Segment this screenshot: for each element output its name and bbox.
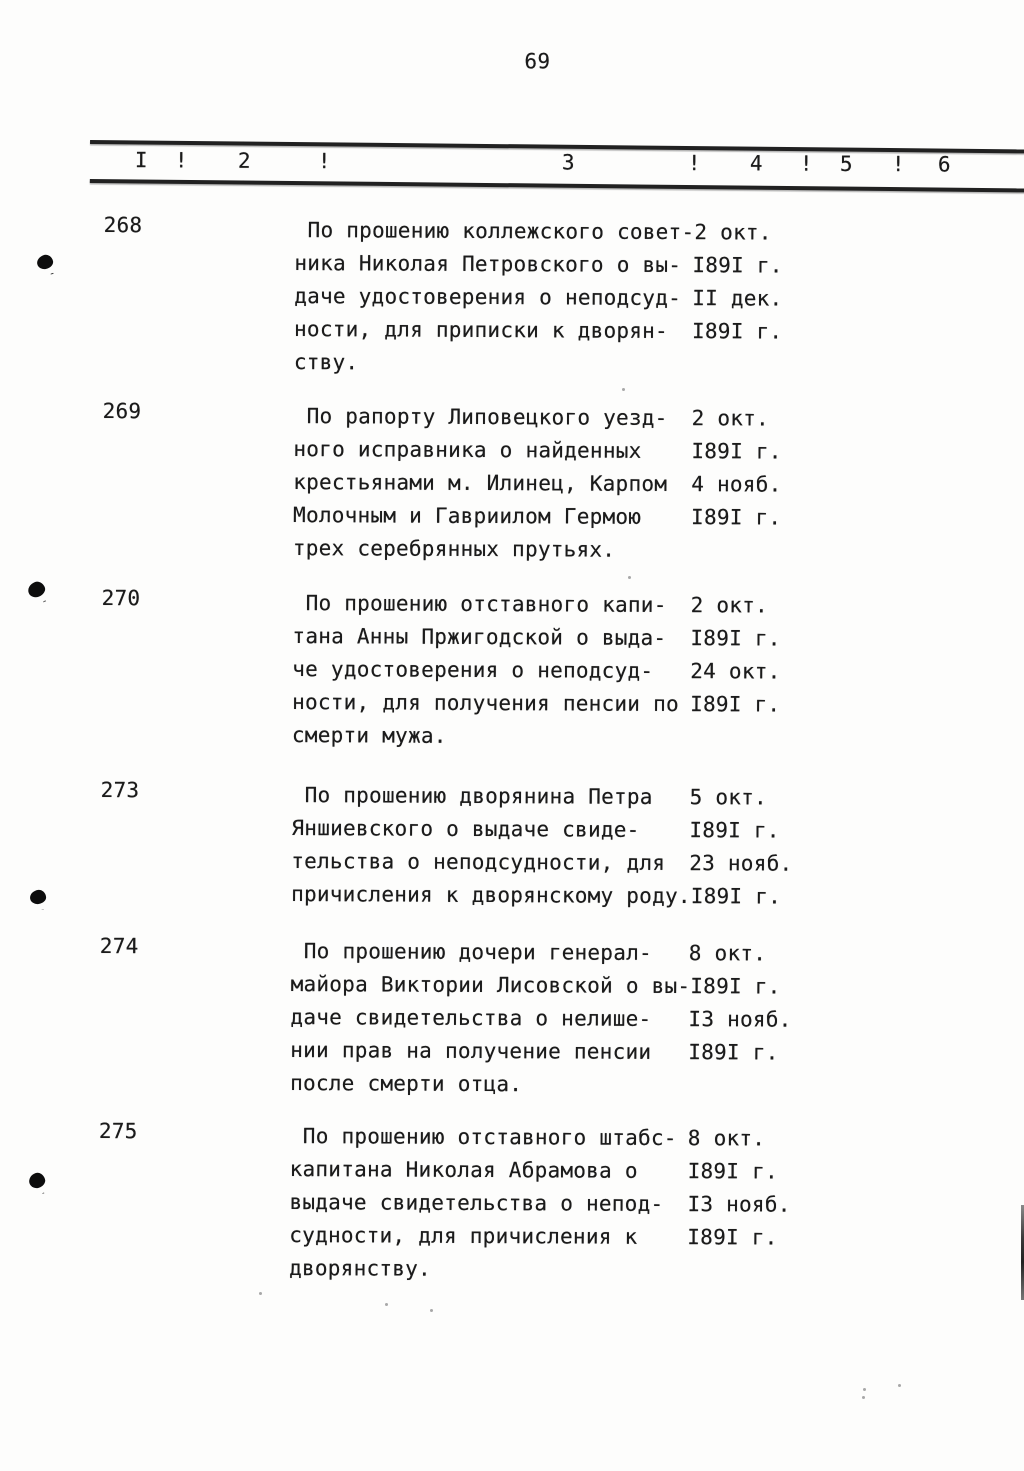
column-separator: !	[891, 152, 905, 177]
entry-line	[294, 313, 914, 349]
entry-date: 2 окт.	[690, 593, 769, 618]
entry-date: I89I г.	[689, 818, 780, 843]
entry-date: 8 окт.	[688, 941, 767, 966]
entry-date: I89I г.	[691, 439, 782, 464]
scan-speck	[863, 1388, 866, 1391]
entry-line	[292, 686, 912, 722]
table-row	[0, 777, 1021, 909]
column-separator: !	[174, 148, 188, 173]
entry-line	[293, 532, 913, 568]
entry-line	[294, 400, 914, 436]
entry-date: 4 нояб.	[691, 472, 782, 497]
table-header-rule-top	[90, 140, 1024, 153]
entry-line	[294, 280, 914, 316]
entry-date: I89I г.	[692, 253, 783, 278]
scan-speck	[430, 1309, 433, 1312]
entry-date: I3 нояб.	[688, 1007, 792, 1032]
entry-line	[293, 433, 913, 469]
column-label: 2	[237, 148, 251, 173]
entry-line	[294, 214, 914, 250]
scan-speck	[862, 1396, 865, 1399]
entry-line	[293, 499, 913, 535]
entry-line	[291, 845, 911, 881]
entry-description-line: По прошению дочери генерал-	[303, 939, 652, 965]
entry-description-line: По рапорту Липовецкого уезд-	[306, 404, 668, 430]
entry-date: I89I г.	[690, 626, 781, 651]
table-row	[0, 585, 1022, 748]
table-row	[0, 212, 1024, 375]
entry-description-line: смерти мужа.	[291, 723, 447, 748]
entry-description-line: после смерти отца.	[290, 1071, 523, 1097]
entry-date: I89I г.	[691, 319, 783, 344]
entry-description-line: тана Анны Пржигодской о выда-	[292, 624, 667, 650]
table-row	[0, 1118, 1019, 1281]
table-row	[0, 398, 1023, 562]
entry-description-line: По прошению дворянина Петра	[304, 783, 653, 809]
entry-description-line: Молочным и Гавриилом Гермою	[293, 503, 642, 529]
entry-line	[291, 878, 911, 914]
entry-description-line: По прошению отставного капи-	[305, 591, 667, 617]
entry-line	[292, 779, 912, 815]
entry-description-line: даче свидетельства о нелише-	[290, 1005, 652, 1031]
entry-date: I89I г.	[687, 1159, 778, 1184]
entry-description-line: майора Виктории Лисовской о вы-	[290, 972, 691, 999]
entry-line	[289, 1219, 909, 1255]
entry-line	[289, 1252, 909, 1288]
table-entries	[1, 0, 1024, 1281]
entry-date: I89I г.	[690, 692, 781, 717]
scan-speck	[259, 1292, 262, 1295]
entry-line	[291, 935, 911, 971]
entry-date: I89I г.	[690, 974, 781, 999]
entry-line	[290, 1120, 910, 1156]
scan-speck	[898, 1384, 901, 1387]
entry-text-block	[294, 214, 915, 382]
entry-date: 23 нояб.	[689, 851, 793, 876]
entry-date: I3 нояб.	[687, 1192, 791, 1217]
scan-speck	[622, 388, 625, 391]
entry-line	[293, 587, 913, 623]
entry-line	[290, 1153, 910, 1189]
entry-date: 2 окт.	[691, 406, 770, 431]
entry-date: I89I г.	[691, 505, 782, 530]
entry-description-line: крестьянами м. Илинец, Карпом	[293, 470, 668, 496]
scan-speck	[385, 1303, 388, 1306]
entry-description-line: дворянству.	[289, 1256, 432, 1281]
entry-date: 8 окт.	[687, 1126, 766, 1151]
entry-text-block	[293, 400, 914, 568]
entry-description-line: выдаче свидетельства о непод-	[289, 1190, 664, 1216]
entry-description-line: трех серебрянных прутьях.	[292, 536, 616, 562]
entry-number: 269	[102, 399, 142, 424]
entry-line	[291, 812, 911, 848]
entry-description-line: капитана Николая Абрамова о	[289, 1157, 638, 1183]
entry-description-line: ству.	[293, 350, 359, 375]
entry-line	[292, 719, 912, 755]
entry-date: 24 окт.	[690, 659, 781, 684]
entry-description-line: че удостоверения о неподсуд-	[292, 657, 654, 683]
entry-line	[292, 653, 912, 689]
entry-text-block	[289, 1120, 910, 1288]
column-label: I	[134, 148, 148, 173]
table-header-rule-bottom	[90, 179, 1024, 192]
entry-line	[291, 968, 911, 1004]
entry-date: I89I г.	[690, 884, 782, 909]
entry-description-line: даче удостоверения о неподсуд-	[294, 284, 682, 311]
entry-line	[294, 346, 914, 382]
column-label: 4	[749, 151, 763, 176]
entry-line	[289, 1186, 909, 1222]
entry-line	[290, 1001, 910, 1037]
entry-description-line: ности, для получения пенсии по	[292, 690, 679, 717]
entry-number: 268	[103, 213, 143, 238]
entry-line	[293, 466, 913, 502]
entry-number: 275	[98, 1119, 138, 1144]
table-row	[0, 933, 1020, 1097]
entry-text-block	[291, 779, 912, 914]
entry-description-line: ности, для приписки к дворян-	[294, 317, 669, 343]
column-label: 5	[839, 151, 853, 176]
entry-line	[290, 1067, 910, 1103]
entry-line	[294, 247, 914, 283]
page-number: 69	[524, 49, 551, 74]
entry-text-block	[292, 587, 913, 755]
entry-number: 274	[99, 934, 139, 959]
entry-date: 2 окт.	[694, 220, 772, 245]
entry-description-line: Яншиевского о выдаче свиде-	[291, 816, 640, 842]
column-label: 6	[937, 152, 951, 177]
entry-description-line: тельства о неподсудности, для	[291, 849, 666, 875]
column-separator: !	[687, 151, 701, 176]
entry-description-line: ника Николая Петровского о вы-	[294, 251, 682, 278]
column-label: 3	[561, 150, 575, 175]
entry-date: I89I г.	[688, 1040, 779, 1065]
entry-description-line: нии прав на получение пенсии	[290, 1038, 652, 1064]
entry-date: 5 окт.	[689, 785, 768, 810]
column-separator: !	[799, 151, 813, 176]
scan-speck	[628, 576, 631, 579]
entry-line	[292, 620, 912, 656]
entry-line	[290, 1034, 910, 1070]
entry-date: II дек.	[692, 286, 783, 311]
entry-number: 273	[100, 778, 140, 803]
entry-description-line: ного исправника о найденных	[293, 437, 642, 463]
entry-text-block	[290, 935, 911, 1103]
entry-description-line: причисления к дворянскому роду.	[291, 882, 691, 909]
entry-date: I89I г.	[687, 1225, 778, 1250]
entry-description-line: По прошению коллежского совет-	[307, 218, 695, 245]
entry-description-line: судности, для причисления к	[289, 1223, 638, 1249]
entry-description-line: По прошению отставного штабс-	[302, 1124, 677, 1151]
column-separator: !	[317, 149, 331, 174]
entry-number: 270	[101, 586, 141, 611]
